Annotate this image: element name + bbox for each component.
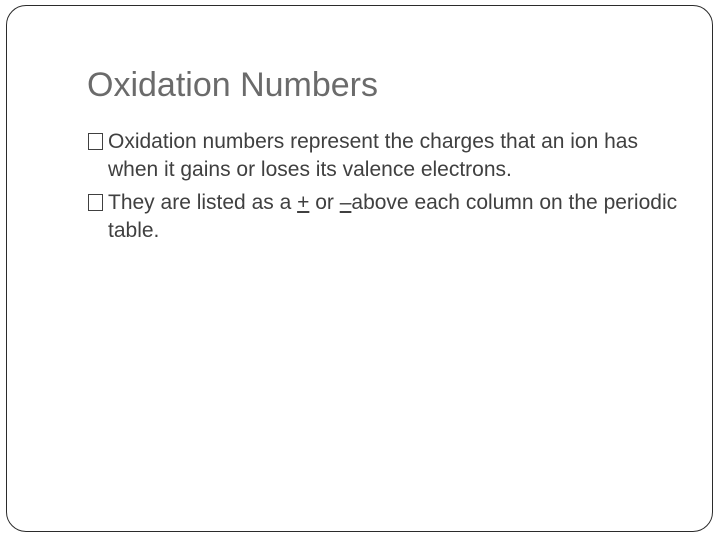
slide-title: Oxidation Numbers	[87, 66, 379, 104]
bullet-text-part: or	[309, 191, 340, 214]
plus-sign: +	[297, 191, 310, 214]
minus-sign: –	[339, 191, 352, 214]
bullet-list	[88, 128, 688, 250]
bullet-text-part: above each column on the periodic table.	[108, 191, 678, 242]
bullet-box-icon	[88, 133, 103, 150]
bullet-item-plus-minus	[88, 189, 688, 244]
bullet-item-oxidation-definition	[88, 128, 688, 183]
bullet-box-icon	[88, 194, 103, 211]
bullet-text-part: They are listed as a	[108, 191, 298, 214]
bullet-text: Oxidation numbers represent the charges that an ion has when it gains or loses its valence electrons.	[108, 130, 638, 181]
slide-frame	[6, 5, 713, 532]
